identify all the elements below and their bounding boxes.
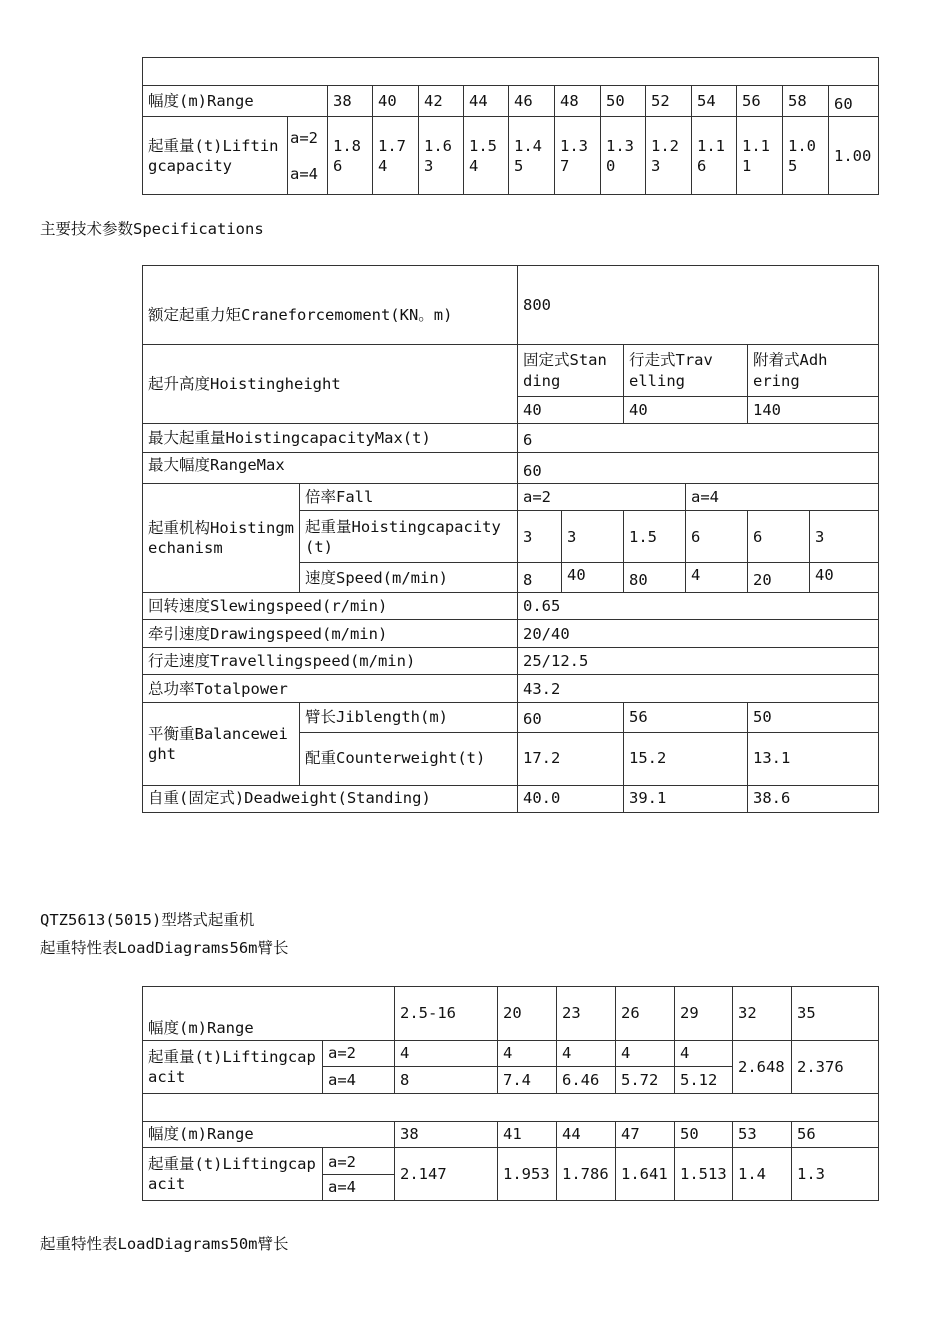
capacity-a4-cell: 5.12 (675, 1067, 733, 1094)
range-cell: 56 (792, 1122, 879, 1148)
reeving-a2: a=2 (290, 128, 318, 147)
capacity-cell: 1.37 (555, 117, 601, 195)
mechanism-label: 起重机构Hoistingmechanism (143, 484, 300, 593)
range-cell: 47 (616, 1122, 675, 1148)
slewing-value: 0.65 (518, 593, 879, 620)
range-cell: 48 (555, 86, 601, 117)
capacity-a2-cell: 4 (395, 1041, 498, 1067)
max-capacity-value: 6 (518, 424, 879, 453)
hoisting-capacity-cell: 3 (810, 511, 879, 563)
capacity-a4-cell: 7.4 (498, 1067, 557, 1094)
range-cell: 58 (783, 86, 829, 117)
range-cell: 2.5-16 (395, 987, 498, 1041)
range-cell: 23 (557, 987, 616, 1041)
capacity-cell: 1.786 (557, 1148, 616, 1201)
reeving-cell (288, 117, 328, 195)
range-cell: 35 (792, 987, 879, 1041)
height-travelling: 40 (624, 397, 748, 424)
capacity-shared-cell: 2.376 (792, 1041, 879, 1094)
capacity-cell: 1.00 (829, 117, 879, 195)
deadweight-cell: 40.0 (518, 785, 624, 812)
capacity-a4-cell: 5.72 (616, 1067, 675, 1094)
deadweight-label: 自重(固定式)Deadweight(Standing) (143, 785, 518, 812)
capacity-cell: 1.45 (509, 117, 555, 195)
blank-row (143, 1094, 879, 1122)
capacity-a2-cell: 4 (557, 1041, 616, 1067)
spec-heading: 主要技术参数Specifications (40, 220, 264, 238)
travelling-header: 行走式Travelling (624, 345, 748, 397)
range-cell: 60 (829, 86, 879, 117)
capacity-cell: 1.63 (419, 117, 464, 195)
max-capacity-label: 最大起重量HoistingcapacityMax(t) (143, 424, 518, 453)
range-cell: 29 (675, 987, 733, 1041)
speed-cell: 8 (518, 563, 562, 593)
range-cell: 38 (395, 1122, 498, 1148)
counterweight-label: 配重Counterweight(t) (300, 732, 518, 785)
drawing-value: 20/40 (518, 620, 879, 648)
height-adhering: 140 (748, 397, 879, 424)
jib-length-cell: 50 (748, 703, 879, 732)
load-diagram-56-heading: 起重特性表LoadDiagrams56m臂长 (40, 939, 289, 957)
hoisting-capacity-cell: 3 (518, 511, 562, 563)
capacity-cell: 1.54 (464, 117, 509, 195)
counterweight-cell: 13.1 (748, 732, 879, 785)
range-cell: 40 (373, 86, 419, 117)
capacity-cell: 1.641 (616, 1148, 675, 1201)
capacity-cell: 1.953 (498, 1148, 557, 1201)
hoisting-capacity-cell: 3 (562, 511, 624, 563)
height-label: 起升高度Hoistingheight (143, 345, 518, 424)
jib-length-cell: 56 (624, 703, 748, 732)
drawing-label: 牵引速度Drawingspeed(m/min) (143, 620, 518, 648)
spec-table (142, 265, 879, 813)
speed-cell: 4 (686, 563, 748, 593)
range-cell: 42 (419, 86, 464, 117)
range-cell: 44 (557, 1122, 616, 1148)
capacity-label: 起重量(t)Liftingcapacity (143, 117, 288, 195)
max-range-value: 60 (518, 453, 879, 484)
jib-length-cell: 60 (518, 703, 624, 732)
moment-label: 额定起重力矩Craneforcemoment(KN。m) (143, 266, 518, 345)
travelling-speed-value: 25/12.5 (518, 648, 879, 675)
total-power-value: 43.2 (518, 675, 879, 703)
hoisting-capacity-cell: 6 (686, 511, 748, 563)
reeving-a2: a=2 (323, 1041, 395, 1067)
range-cell: 54 (692, 86, 737, 117)
capacity-cell: 1.74 (373, 117, 419, 195)
blank-row (143, 58, 879, 86)
range-cell: 46 (509, 86, 555, 117)
capacity-cell: 1.30 (601, 117, 646, 195)
moment-value: 800 (518, 266, 879, 345)
range-cell: 41 (498, 1122, 557, 1148)
range-cell: 26 (616, 987, 675, 1041)
speed-cell: 40 (810, 563, 879, 593)
reeving-a4: a=4 (323, 1175, 395, 1201)
max-range-label: 最大幅度RangeMax (143, 453, 518, 484)
speed-cell: 80 (624, 563, 686, 593)
capacity-a4-cell: 6.46 (557, 1067, 616, 1094)
reeving-a2: a=2 (323, 1148, 395, 1175)
counterweight-cell: 15.2 (624, 732, 748, 785)
fall-label: 倍率Fall (300, 484, 518, 511)
capacity-cell: 1.3 (792, 1148, 879, 1201)
height-standing: 40 (518, 397, 624, 424)
range-cell: 32 (733, 987, 792, 1041)
range-cell: 56 (737, 86, 783, 117)
capacity-cell: 1.05 (783, 117, 829, 195)
hoisting-capacity-cell: 1.5 (624, 511, 686, 563)
range-label: 幅度(m)Range (143, 1122, 395, 1148)
capacity-cell: 1.513 (675, 1148, 733, 1201)
range-label: 幅度(m)Range (143, 86, 328, 117)
fall-a4: a=4 (686, 484, 879, 511)
capacity-label: 起重量(t)Liftingcapacit (143, 1148, 323, 1201)
capacity-cell: 1.23 (646, 117, 692, 195)
slewing-label: 回转速度Slewingspeed(r/min) (143, 593, 518, 620)
capacity-shared-cell: 2.648 (733, 1041, 792, 1094)
capacity-cell: 2.147 (395, 1148, 498, 1201)
range-cell: 38 (328, 86, 373, 117)
range-cell: 50 (675, 1122, 733, 1148)
capacity-a2-cell: 4 (675, 1041, 733, 1067)
adhering-header: 附着式Adhering (748, 345, 879, 397)
capacity-a2-cell: 4 (498, 1041, 557, 1067)
reeving-a4: a=4 (323, 1067, 395, 1094)
speed-cell: 40 (562, 563, 624, 593)
fall-a2: a=2 (518, 484, 686, 511)
load-table-continued (142, 57, 879, 195)
load-diagram-50-heading: 起重特性表LoadDiagrams50m臂长 (40, 1235, 289, 1253)
speed-cell: 20 (748, 563, 810, 593)
capacity-label: 起重量(t)Liftingcapacit (143, 1041, 323, 1094)
model-heading: QTZ5613(5015)型塔式起重机 (40, 911, 255, 929)
balance-weight-label: 平衡重Balanceweight (143, 703, 300, 785)
hoisting-capacity-label: 起重量Hoistingcapacity(t) (300, 511, 518, 563)
standing-header: 固定式Standing (518, 345, 624, 397)
range-cell: 50 (601, 86, 646, 117)
range-cell: 53 (733, 1122, 792, 1148)
range-cell: 20 (498, 987, 557, 1041)
hoisting-capacity-cell: 6 (748, 511, 810, 563)
range-cell: 44 (464, 86, 509, 117)
jib-length-label: 臂长Jiblength(m) (300, 703, 518, 732)
range-cell: 52 (646, 86, 692, 117)
reeving-a4: a=4 (290, 164, 318, 183)
capacity-cell: 1.16 (692, 117, 737, 195)
capacity-a2-cell: 4 (616, 1041, 675, 1067)
speed-label: 速度Speed(m/min) (300, 563, 518, 593)
range-label: 幅度(m)Range (143, 987, 395, 1041)
total-power-label: 总功率Totalpower (143, 675, 518, 703)
capacity-a4-cell: 8 (395, 1067, 498, 1094)
load-table-56m (142, 986, 879, 1201)
travelling-speed-label: 行走速度Travellingspeed(m/min) (143, 648, 518, 675)
counterweight-cell: 17.2 (518, 732, 624, 785)
capacity-cell: 1.11 (737, 117, 783, 195)
deadweight-cell: 39.1 (624, 785, 748, 812)
capacity-cell: 1.4 (733, 1148, 792, 1201)
deadweight-cell: 38.6 (748, 785, 879, 812)
capacity-cell: 1.86 (328, 117, 373, 195)
